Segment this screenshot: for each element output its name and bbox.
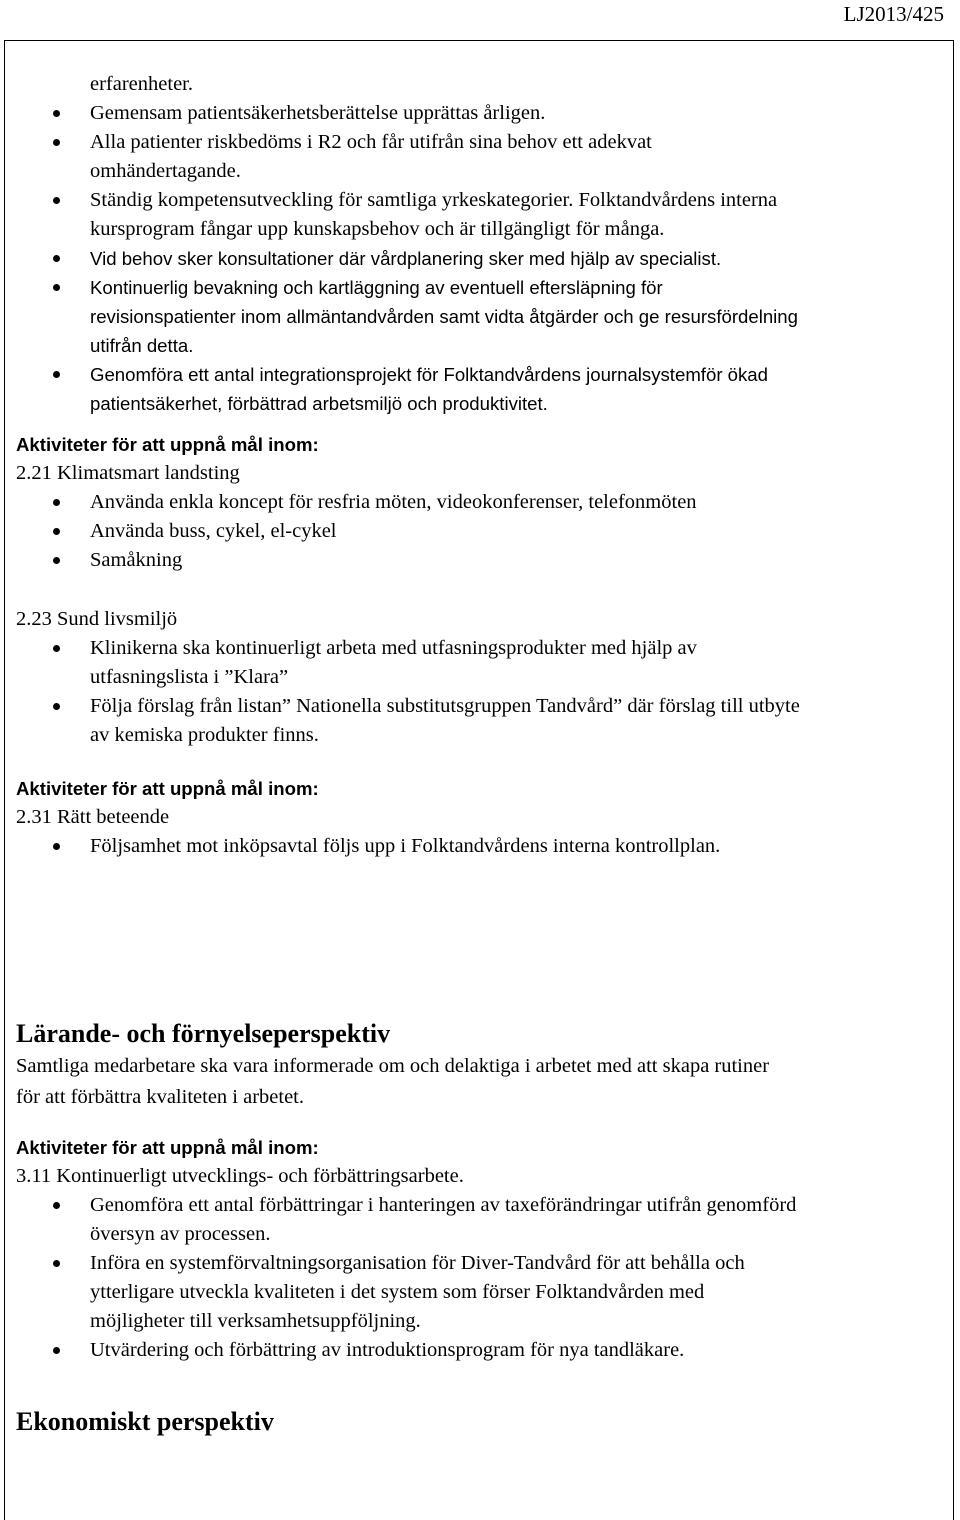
- learning-intro-line: Samtliga medarbetare ska vara informerade om och delaktiga i arbetet med att skapa rutiner: [16, 1055, 770, 1077]
- section-title-learning: Lärande- och förnyelseperspektiv: [16, 1019, 391, 1048]
- list-item-line: Genomföra ett antal förbättringar i hanteringen av taxeförändringar utifrån genomförd: [16, 1191, 946, 1220]
- bullet-list-223: [16, 634, 946, 750]
- list-item-line: omhändertagande.: [90, 160, 241, 182]
- list-item-line: erfarenheter.: [90, 73, 193, 95]
- learning-intro-line: för att förbättra kvaliteten i arbetet.: [16, 1086, 305, 1108]
- list-item-line: ytterligare utveckla kvaliteten i det system som förser Folktandvården med: [90, 1281, 705, 1303]
- activities-heading-2: Aktiviteter för att uppnå mål inom:: [16, 778, 319, 799]
- goal-title-231: 2.31 Rätt beteende: [16, 806, 170, 828]
- bullet-list-safety: [16, 70, 946, 418]
- list-item-line: Genomföra ett antal integrationsprojekt för Folktandvårdens journalsystemför ökad: [16, 360, 946, 389]
- list-item-line: möjligheter till verksamhetsuppföljning.: [90, 1310, 421, 1332]
- activities-heading: Aktiviteter för att uppnå mål inom:: [16, 434, 319, 455]
- list-item-line: Samåkning: [16, 546, 946, 575]
- goal-title-221: 2.21 Klimatsmart landsting: [16, 462, 240, 484]
- activities-heading-3: Aktiviteter för att uppnå mål inom:: [16, 1137, 319, 1158]
- list-item-line: utfasningslista i ”Klara”: [90, 666, 289, 688]
- goal-title-223: 2.23 Sund livsmiljö: [16, 608, 178, 630]
- list-item-line: utifrån detta.: [90, 335, 194, 356]
- list-item-line: Följa förslag från listan” Nationella substitutsgruppen Tandvård” där förslag till utbyte: [16, 692, 946, 721]
- list-item-line: Gemensam patientsäkerhetsberättelse upprättas årligen.: [16, 99, 946, 128]
- bullet-list-311: [16, 1191, 946, 1365]
- list-item-line: revisionspatienter inom allmäntandvården samt vidta åtgärder och ge resursfördelning: [90, 306, 798, 327]
- bullet-list-221: [16, 488, 946, 575]
- section-title-economic: Ekonomiskt perspektiv: [16, 1407, 274, 1436]
- list-item-line: Använda enkla koncept för resfria möten, videokonferenser, telefonmöten: [16, 488, 946, 517]
- list-item-line: Använda buss, cykel, el-cykel: [16, 517, 946, 546]
- list-item-line: Klinikerna ska kontinuerligt arbeta med utfasningsprodukter med hjälp av: [16, 634, 946, 663]
- list-item-line: patientsäkerhet, förbättrad arbetsmiljö och produktivitet.: [90, 393, 548, 414]
- learning-intro: [16, 1051, 946, 1113]
- list-item-line: Införa en systemförvaltningsorganisation för Diver-Tandvård för att behålla och: [16, 1249, 946, 1278]
- document-body: [16, 70, 946, 1439]
- list-item-line: Ständig kompetensutveckling för samtliga yrkeskategorier. Folktandvårdens interna: [16, 186, 946, 215]
- list-item-line: kursprogram fångar upp kunskapsbehov och är tillgängligt för många.: [90, 218, 665, 240]
- list-item-line: av kemiska produkter finns.: [90, 724, 319, 746]
- goal-title-311: 3.11 Kontinuerligt utvecklings- och förbättringsarbete.: [16, 1165, 464, 1187]
- bullet-list-231: [16, 832, 946, 861]
- list-item-line: Alla patienter riskbedöms i R2 och får utifrån sina behov ett adekvat: [16, 128, 946, 157]
- list-item-line: Utvärdering och förbättring av introduktionsprogram för nya tandläkare.: [16, 1336, 946, 1365]
- list-item-line: översyn av processen.: [90, 1223, 271, 1245]
- list-item-line: Följsamhet mot inköpsavtal följs upp i Folktandvårdens interna kontrollplan.: [16, 832, 946, 861]
- document-number: LJ2013/425: [843, 2, 944, 26]
- list-item-line: Vid behov sker konsultationer där vårdplanering sker med hjälp av specialist.: [16, 244, 946, 273]
- list-item-line: Kontinuerlig bevakning och kartläggning av eventuell eftersläpning för: [16, 273, 946, 302]
